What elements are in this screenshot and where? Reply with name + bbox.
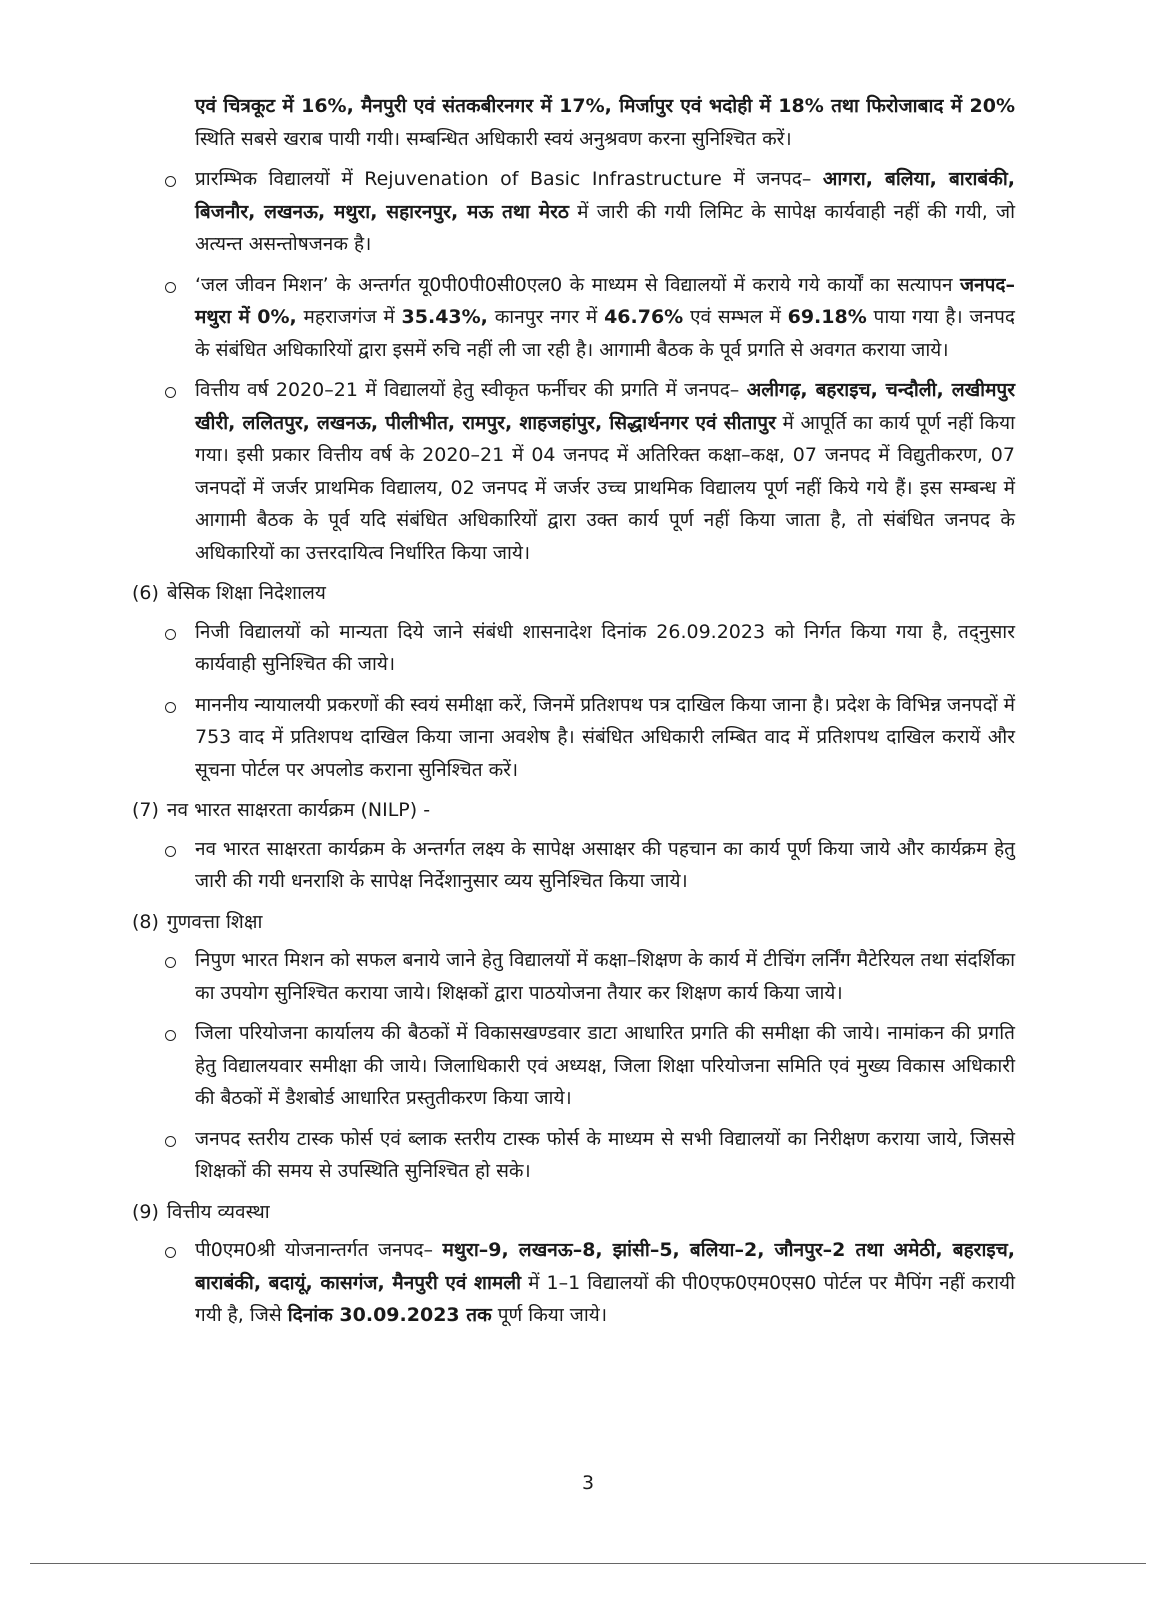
bullet-circle-icon bbox=[165, 282, 176, 293]
text: निपुण भारत मिशन को सफल बनाये जाने हेतु विद्यालयों में कक्षा–शिक्षण के कार्य में टीचिंग लर्निंग मैटेरियल तथा संदर्शिका का उपयोग सुनिश्चित कराया जाये। शिक्षकों द्वारा पाठयोजना तैयार कर शिक्षण कार्य किया जाये। bbox=[195, 949, 1015, 1004]
bold-text: 35.43%, bbox=[401, 306, 488, 328]
bullet-item bbox=[195, 163, 1015, 261]
bullet-circle-icon bbox=[165, 176, 176, 187]
bold-text: 69.18% bbox=[787, 306, 867, 328]
section-number: (7) bbox=[132, 799, 159, 821]
text: स्थिति सबसे खराब पायी गयी। सम्बन्धित अधिकारी स्वयं अनुश्रवण करना सुनिश्चित करें। bbox=[195, 127, 792, 150]
bullet-circle-icon bbox=[165, 1247, 176, 1258]
bullet-item bbox=[195, 1234, 1015, 1332]
bullet-item bbox=[195, 1017, 1015, 1115]
section-number: (9) bbox=[132, 1200, 159, 1223]
text: जनपद स्तरीय टास्क फोर्स एवं ब्लाक स्तरीय टास्क फोर्स के माध्यम से सभी विद्यालयों का निरीक्षण कराया जाये, जिससे शिक्षकों की समय से उपस्थिति सुनिश्चित हो सके। bbox=[195, 1127, 1015, 1182]
section-heading bbox=[132, 794, 1015, 827]
text: में 1–1 विद्यालयों की पी0एफ0एम0एस0 पोर्टल पर मैपिंग नहीं करायी गयी है, जिसे bbox=[195, 1271, 1015, 1326]
text: वित्तीय वर्ष 2020–21 में विद्यालयों हेतु स्वीकृत फर्नीचर की प्रगति में जनपद– bbox=[195, 379, 747, 401]
bullet-item bbox=[195, 689, 1015, 787]
bullet-circle-icon bbox=[165, 629, 176, 640]
bold-text: मथुरा–9, लखनऊ–8, झांसी–5, बलिया–2, जौनपुर–2 तथा अमेठी, बहराइच, बाराबंकी, बदायूं, कासगंज, मैनपुरी एवं शामली bbox=[195, 1239, 1015, 1294]
text: निजी विद्यालयों को मान्यता दिये जाने संबंधी शासनादेश दिनांक 26.09.2023 को निर्गत किया गया है, तद्नुसार कार्यवाही सुनिश्चित की जाये। bbox=[195, 620, 1015, 675]
bullet-item bbox=[195, 944, 1015, 1009]
bold-text: जनपद– मथुरा में 0%, bbox=[195, 273, 1015, 328]
text: एवं सम्भल में bbox=[683, 306, 788, 328]
bold-text: अलीगढ़, बहराइच, चन्दौली, लखीमपुर खीरी, ललितपुर, लखनऊ, पीलीभीत, रामपुर, शाहजहांपुर, सिद्धार्थनगर एवं सीतापुर bbox=[195, 379, 1015, 434]
text: कानपुर नगर में bbox=[487, 306, 605, 328]
section-title: बेसिक शिक्षा निदेशालय bbox=[166, 582, 326, 604]
bullet-item bbox=[195, 374, 1015, 569]
bullet-circle-icon bbox=[165, 387, 176, 398]
text: में जारी की गयी लिमिट के सापेक्ष कार्यवाही नहीं की गयी, जो अत्यन्त असन्तोषजनक है। bbox=[195, 200, 1015, 255]
bullet-item bbox=[195, 269, 1015, 367]
page-number: 3 bbox=[581, 1472, 595, 1494]
text: में आपूर्ति का कार्य पूर्ण नहीं किया गया। इसी प्रकार वित्तीय वर्ष के 2020–21 में 04 जनपद में अतिरिक्त कक्षा–कक्ष, 07 जनपद में विद्युतीकरण, 07 जनपदों में जर्जर प्राथमिक विद्यालय, 02 जनपद में जर्जर उच्च प्राथमिक विद्यालय पूर्ण नहीं किये गये हैं। इस सम्बन्ध में आगामी बैठक के पूर्व यदि संबंधित अधिकारियों द्वारा उक्त कार्य पूर्ण नहीं किया जाता है, तो संबंधित जनपद के अधिकारियों का उत्तरदायित्व निर्धारित किया जाये। bbox=[195, 411, 1016, 564]
bullet-circle-icon bbox=[165, 957, 176, 968]
bullet-item bbox=[195, 833, 1015, 898]
document-body bbox=[130, 90, 1015, 1340]
text: माननीय न्यायालयी प्रकरणों की स्वयं समीक्षा करें, जिनमें प्रतिशपथ पत्र दाखिल किया जाना है। प्रदेश के विभिन्न जनपदों में 753 वाद में प्रतिशपथ दाखिल किया जाना अवशेष है। संबंधित अधिकारी लम्बित वाद में प्रतिशपथ दाखिल करायें और सूचना पोर्टल पर अपलोड कराना सुनिश्चित करें। bbox=[195, 693, 1015, 781]
section-heading bbox=[132, 577, 1015, 610]
section-heading bbox=[132, 1196, 1015, 1229]
bullet-circle-icon bbox=[165, 846, 176, 857]
section-number: (8) bbox=[132, 910, 159, 933]
bold-text: एवं चित्रकूट में 16%, मैनपुरी एवं संतकबीरनगर में 17%, मिर्जापुर एवं भदोही में 18% तथा फिरोजाबाद में 20% bbox=[195, 95, 1015, 117]
text: महराजगंज में bbox=[296, 306, 402, 328]
text: नव भारत साक्षरता कार्यक्रम के अन्तर्गत लक्ष्य के सापेक्ष असाक्षर की पहचान का कार्य पूर्ण किया जाये और कार्यक्रम हेतु जारी की गयी धनराशि के सापेक्ष निर्देशानुसार व्यय सुनिश्चित किया जाये। bbox=[195, 837, 1015, 892]
paragraph bbox=[195, 90, 1015, 155]
section-heading bbox=[132, 906, 1015, 939]
section-title: गुणवत्ता शिक्षा bbox=[166, 910, 263, 933]
bold-text: 46.76% bbox=[604, 306, 684, 328]
bullet-item bbox=[195, 1123, 1015, 1188]
text: प्रारम्भिक विद्यालयों में Rejuvenation of Basic Infrastructure में जनपद– bbox=[195, 168, 823, 190]
text: पी0एम0श्री योजनान्तर्गत जनपद– bbox=[195, 1239, 443, 1261]
bullet-circle-icon bbox=[165, 702, 176, 713]
section-title: नव भारत साक्षरता कार्यक्रम (NILP) - bbox=[166, 799, 431, 821]
text: ‘जल जीवन मिशन’ के अन्तर्गत यू0पी0पी0सी0एल0 के माध्यम से विद्यालयों में कराये गये कार्यों का सत्यापन bbox=[195, 273, 960, 296]
bullet-circle-icon bbox=[165, 1136, 176, 1147]
bold-text: दिनांक 30.09.2023 तक bbox=[287, 1304, 492, 1326]
section-title: वित्तीय व्यवस्था bbox=[166, 1200, 270, 1223]
text: पूर्ण किया जाये। bbox=[491, 1304, 608, 1326]
bold-text: आगरा, बलिया, बाराबंकी, बिजनौर, लखनऊ, मथुरा, सहारनपुर, मऊ तथा मेरठ bbox=[195, 168, 1015, 223]
bullet-circle-icon bbox=[165, 1030, 176, 1041]
text: जिला परियोजना कार्यालय की बैठकों में विकासखण्डवार डाटा आधारित प्रगति की समीक्षा की जाये। नामांकन की प्रगति हेतु विद्यालयवार समीक्षा की जाये। जिलाधिकारी एवं अध्यक्ष, जिला शिक्षा परियोजना समिति एवं मुख्य विकास अधिकारी की बैठकों में डैशबोर्ड आधारित प्रस्तुतीकरण किया जाये। bbox=[195, 1022, 1015, 1109]
section-number: (6) bbox=[132, 582, 159, 604]
bullet-item bbox=[195, 616, 1015, 681]
footer-rule bbox=[30, 1563, 1146, 1564]
text: पाया गया है। जनपद के संबंधित अधिकारियों द्वारा इसमें रुचि नहीं ली जा रही है। आगामी बैठक के पूर्व प्रगति से अवगत कराया जाये। bbox=[195, 306, 1016, 361]
